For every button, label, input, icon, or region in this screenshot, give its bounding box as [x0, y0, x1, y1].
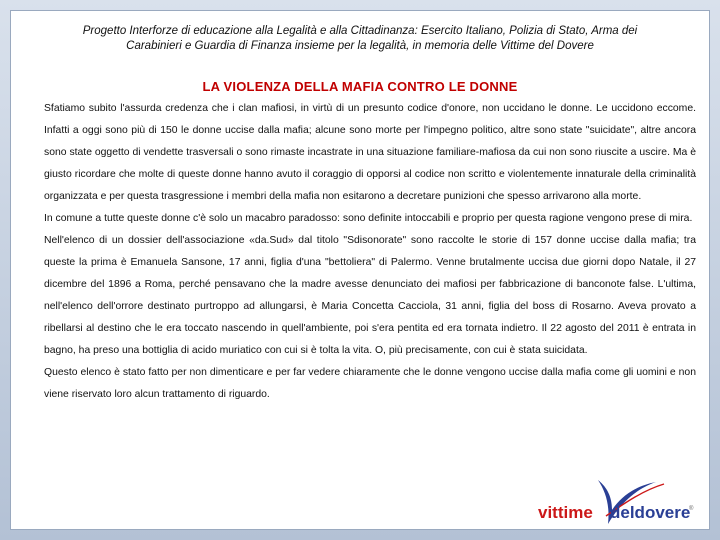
header-line-2: Carabinieri e Guardia di Finanza insieme per la legalità, in memoria delle Vittime del Dovere	[126, 40, 594, 52]
paragraph-2: In comune a tutte queste donne c'è solo un macabro paradosso: sono definite intoccabili e proprio per questa ragione vengono prese di mira.	[44, 213, 693, 224]
paragraph-4: Questo elenco è stato fatto per non dimenticare e per far vedere chiaramente che le donne vengono uccise dalla mafia come gli uomini e non viene riservato loro alcun trattamento di riguardo.	[44, 367, 696, 400]
header-line-1: Progetto Interforze di educazione alla Legalità e alla Cittadinanza: Esercito Italiano, Polizia di Stato, Arma dei	[82, 25, 638, 37]
paragraph-3: Nell'elenco di un dossier dell'associazione «da.Sud» dal titolo "Sdisonorate" sono raccolte le storie di 157 donne uccise dalla mafia; tra queste la prima è Emanuela Sansone, 17 anni, figlia d'una "bettoliera" di Palermo. Venne brutalmente uccisa due giorni dopo Natale, il 27 dicembre del 1896 a Roma, perché pensavano che la madre avesse denunciato dei mafiosi per fabbricazione di banconote false. L'ultima, nell'elenco dell'orrore destinato purtroppo ad allungarsi, è Maria Concetta Cacciola, 31 anni, figlia del boss di Rosarno. Aveva provato a ribellarsi al destino che le era toccato nascendo in quell'ambiente, poi s'era pentita ed era tornata indietro. Il 22 agosto del 2011 è entrata in bagno, ha preso una bottiglia di acido muriatico con cui si è tolta la vita. O, più precisamente, con cui è stata suicidata.	[44, 235, 696, 356]
page-title: LA VIOLENZA DELLA MAFIA CONTRO LE DONNE	[202, 79, 518, 94]
logo-registered-mark: ®	[689, 506, 694, 512]
logo-left-text: vittime	[538, 503, 593, 522]
vittime-del-dovere-logo	[536, 472, 696, 532]
paragraph-1: Sfatiamo subito l'assurda credenza che i clan mafiosi, in virtù di un presunto codice d'onore, non uccidano le donne. Le uccidono eccome. Infatti a oggi sono più di 150 le donne uccise dalla mafia; alcune sono morte per l'impegno politico, altre sono state "suicidate", altre ancora sono state oggetto di vendette trasversali o sono rimaste incastrate in una situazione familiare-mafiosa da cui non sono riuscite a uscire. Ma è giusto ricordare che molte di queste donne hanno avuto il coraggio di opporsi al codice non scritto e violentemente innaturale della criminalità organizzata e per questa trasgressione i membri della mafia non esitarono a decretare punizioni che spesso arrivarono alla morte.	[44, 103, 696, 202]
slide-page	[10, 10, 710, 530]
logo-right-text: deldovere	[610, 503, 691, 522]
project-header	[40, 24, 680, 54]
logo-graphic	[536, 472, 696, 532]
article-body	[44, 98, 696, 406]
